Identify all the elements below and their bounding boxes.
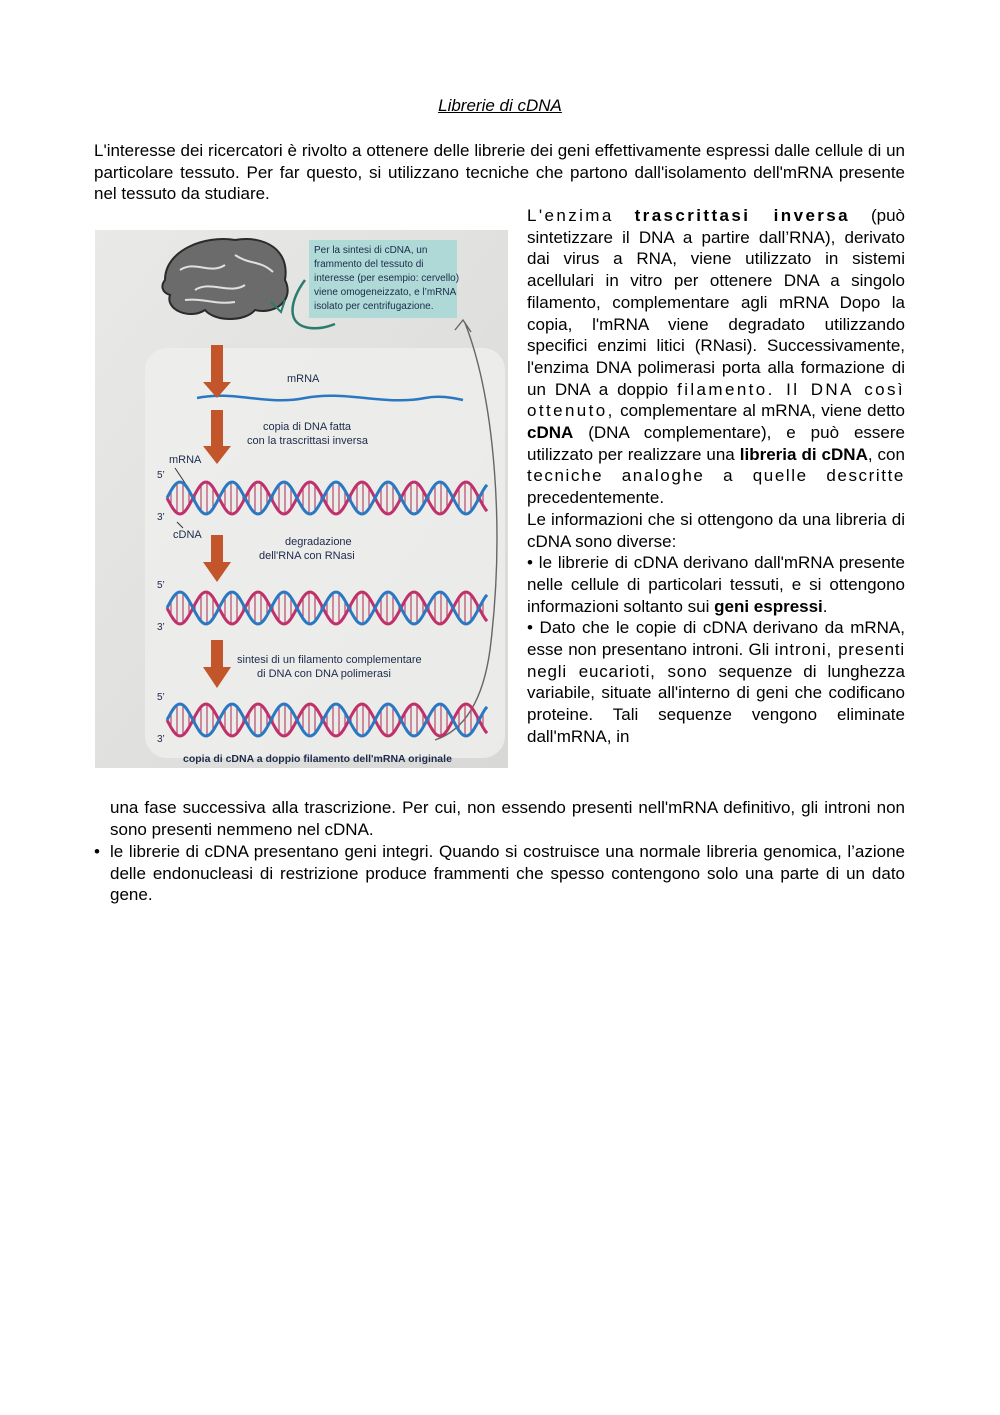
callout-line-2: frammento del tessuto di (314, 259, 424, 270)
callout-line-1: Per la sintesi di cDNA, un (314, 245, 428, 256)
intro-paragraph: L'interesse dei ricercatori è rivolto a ottenere delle librerie dei geni effettivamente espressi dalle cellule di un particolare tessuto. Per far questo, si utilizzano tecniche che partono dall'isolamento dell'mRNA presente nel tessuto da studiare. (94, 141, 905, 204)
step3-line-1: sintesi di un filamento complementare (237, 654, 422, 666)
mrna-label-left: mRNA (169, 454, 202, 466)
five-prime-3: 5’ (157, 692, 165, 703)
step2-line-1: degradazione (285, 536, 352, 548)
paragraph-enzyme: L'enzima trascrittasi inversa (può sintetizzare il DNA a partire dall’RNA), derivato dai virus a RNA, viene utilizzato in sistemi acellulari in vitro per ottenere DNA a singolo filamento, complementare agli mRNA Dopo la copia, l'mRNA viene degradato utilizzando specifici enzimi litici (RNasi). Successivamente, l'enzima DNA polimerasi porta alla formazione di un DNA a doppio filamento. Il DNA così ottenuto, complementare al mRNA, viene detto cDNA (DNA complementare), e può essere utilizzato per realizzare una libreria di cDNA, con tecniche analoghe a quelle descritte precedentemente. (527, 206, 905, 508)
callout-line-3: interesse (per esempio: cervello) (314, 273, 460, 284)
introns-continuation: una fase successiva alla trascrizione. Per cui, non essendo presenti nell'mRNA definitivo, gli introni non sono presenti nemmeno nel cDNA. (110, 798, 905, 839)
step3-line-2: di DNA con DNA polimerasi (257, 668, 391, 680)
five-prime-1: 5’ (157, 470, 165, 481)
brain-icon (162, 239, 287, 319)
page-title: Librerie di cDNA (438, 96, 562, 115)
cdna-figure (95, 230, 508, 768)
five-prime-2: 5’ (157, 580, 165, 591)
three-prime-3: 3’ (157, 734, 165, 745)
three-prime-1: 3’ (157, 512, 165, 523)
callout-line-4: viene omogeneizzato, e l’mRNA (314, 287, 457, 298)
bullet-intact-genes: • le librerie di cDNA presentano geni integri. Quando si costruisce una normale libreria genomica, l’azione delle endonucleasi di restrizione produce frammenti che spesso contengono solo una parte di un dato gene. (94, 842, 905, 905)
step1-line-1: copia di DNA fatta (263, 421, 352, 433)
bullet-introns: • Dato che le copie di cDNA derivano da mRNA, esse non presentano introni. Gli introni, presenti negli eucarioti, sono sequenze di lunghezza variabile, situate all'interno di geni che codificano proteine. Tali sequenze vengono eliminate dall'mRNA, in (527, 618, 905, 746)
step2-line-2: dell'RNA con RNasi (259, 550, 355, 562)
callout-line-5: isolato per centrifugazione. (314, 301, 434, 312)
paragraph-info: Le informazioni che si ottengono da una libreria di cDNA sono diverse: (527, 509, 905, 551)
figure-caption: copia di cDNA a doppio filamento dell'mRNA originale (183, 753, 452, 765)
mrna-label: mRNA (287, 373, 320, 385)
three-prime-2: 3’ (157, 622, 165, 633)
cdna-label: cDNA (173, 529, 202, 541)
step1-line-2: con la trascrittasi inversa (247, 435, 369, 447)
right-column (527, 205, 905, 748)
bullet-expressed-genes: • le librerie di cDNA derivano dall'mRNA presente nelle cellule di particolari tessuti, e si ottengono informazioni soltanto sui geni espressi. (527, 553, 905, 616)
